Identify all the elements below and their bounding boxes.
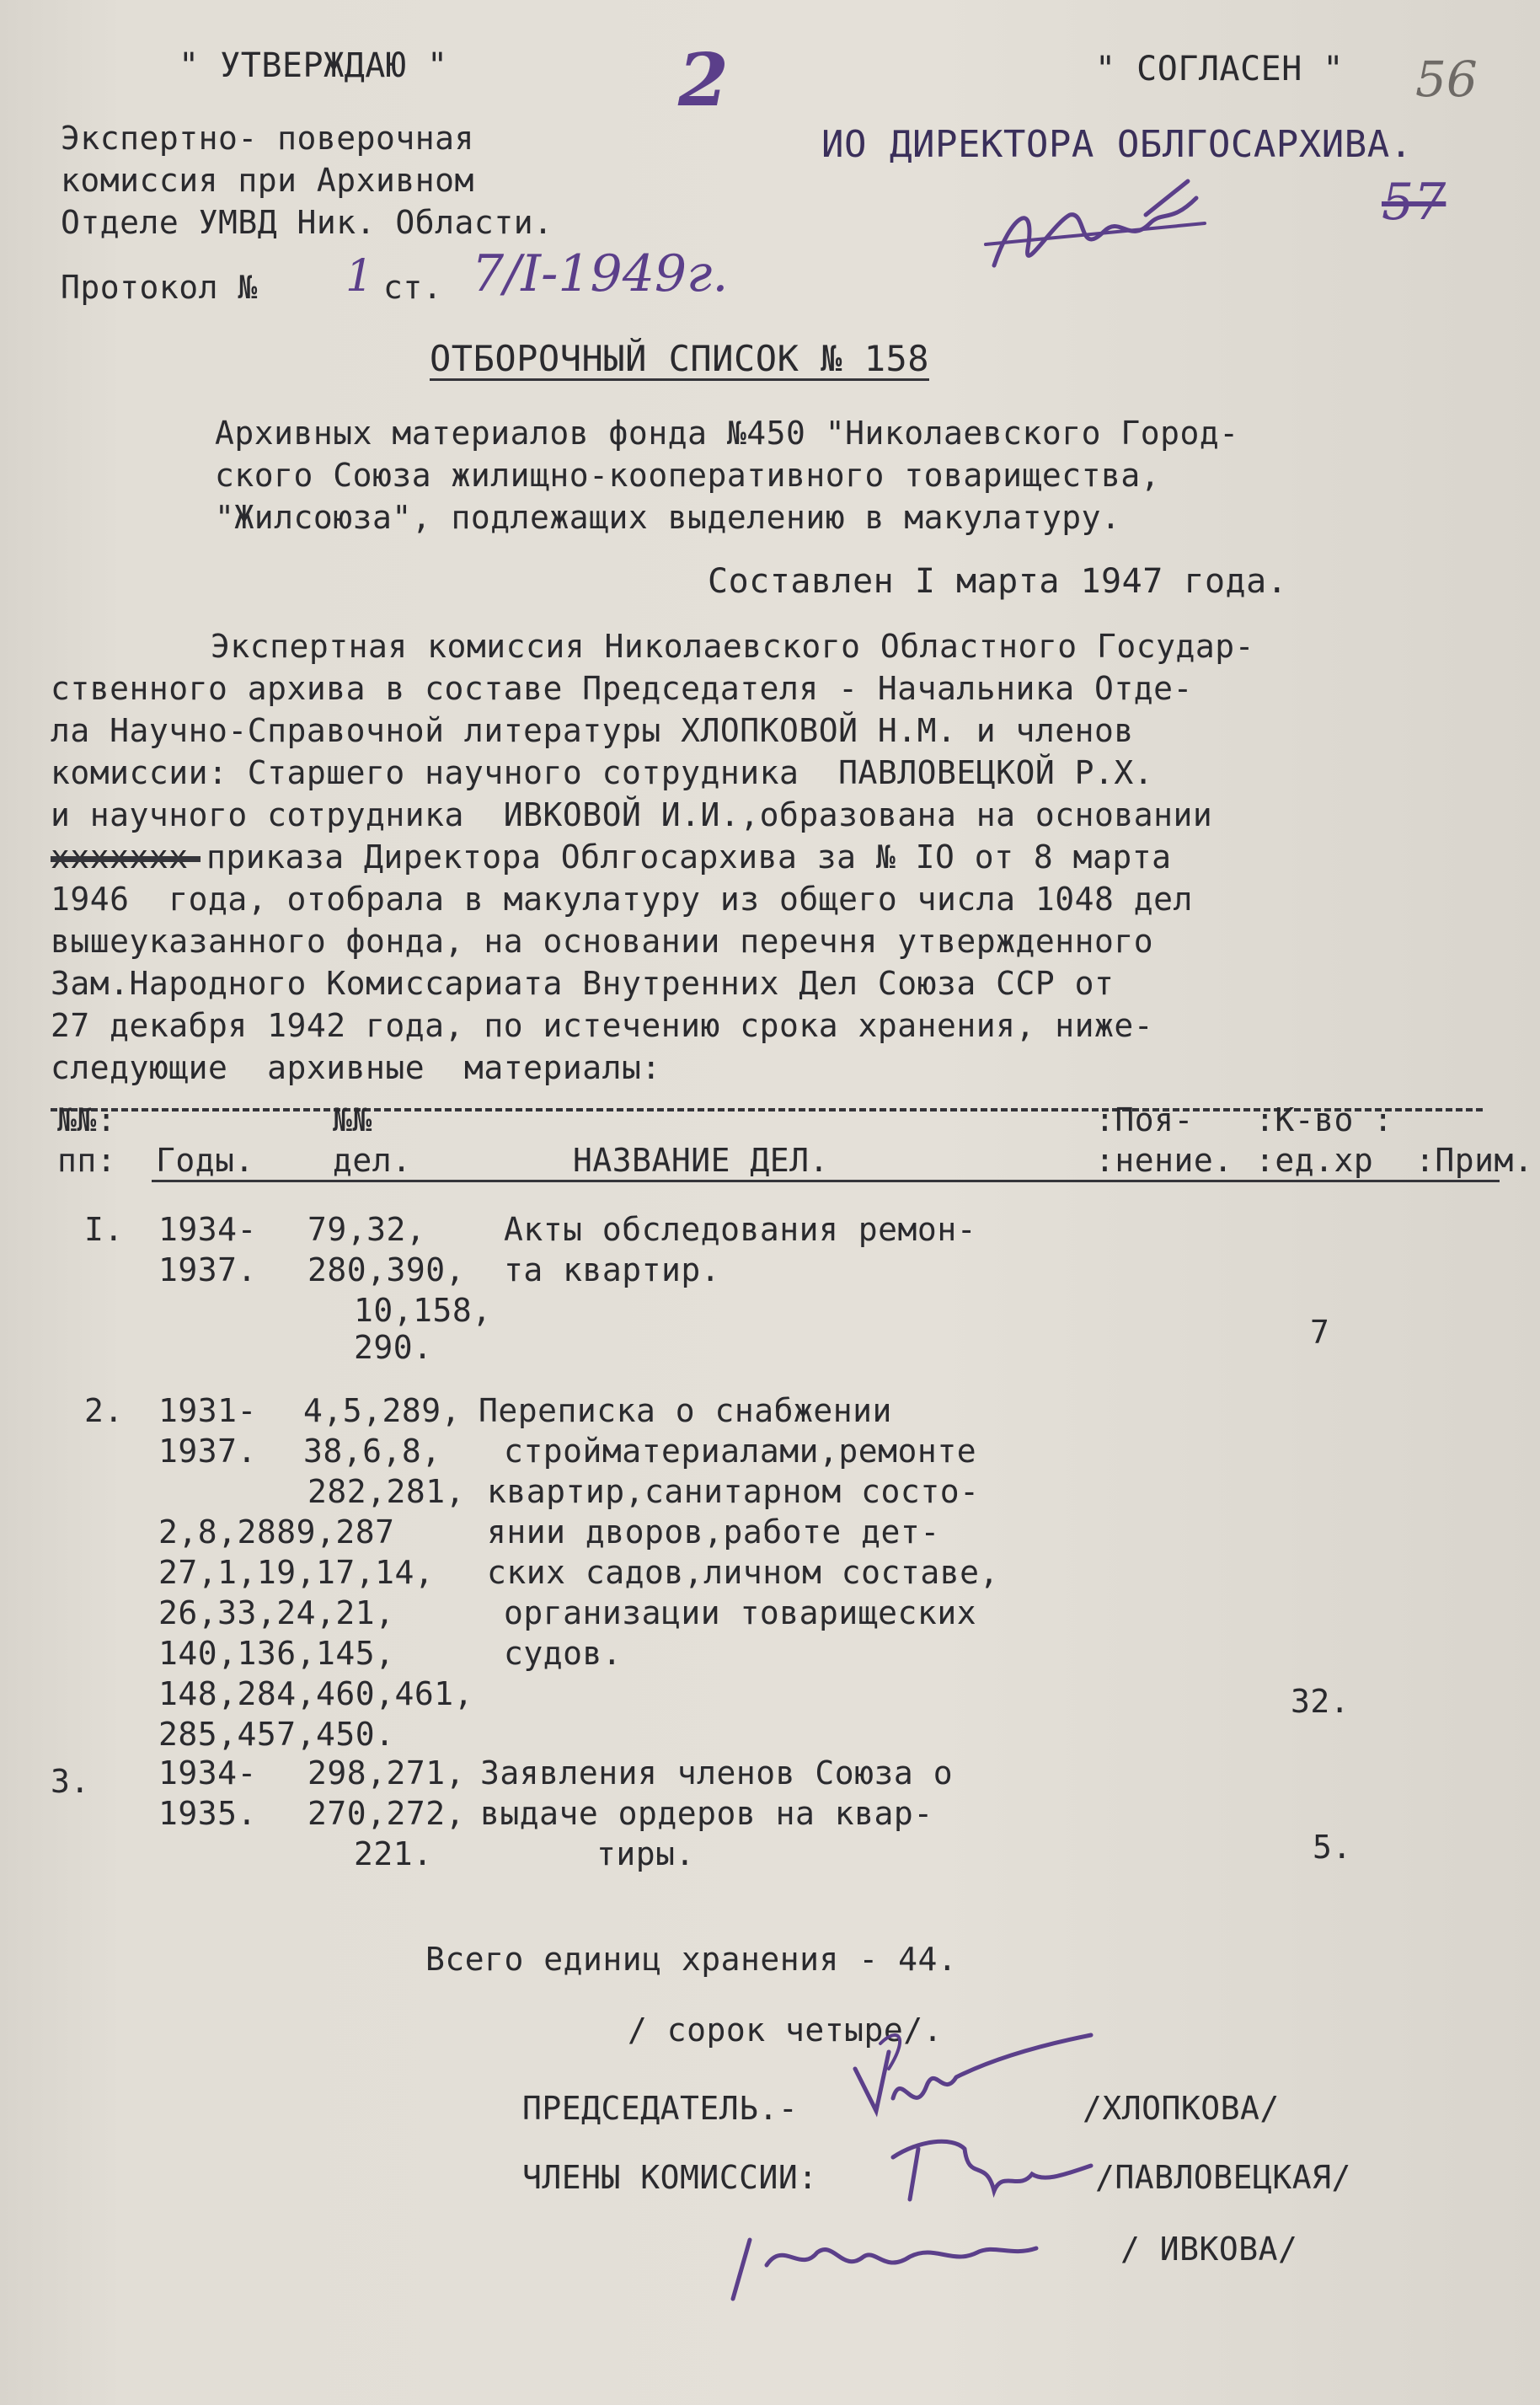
director-signature (977, 164, 1230, 291)
approved-stamp: " УТВЕРЖДАЮ " (179, 46, 448, 85)
row3-years-1: 1934- (158, 1754, 257, 1792)
header-qty-2: :ед.хр (1255, 1142, 1374, 1179)
row2-years-2: 1937. (158, 1433, 257, 1470)
row1-cases-1: 79,32, (307, 1211, 426, 1248)
subtitle-line-3: "Жилсоюза", подлежащих выделению в макулатуру. (215, 499, 1121, 536)
body-line-4: комиссии: Старшего научного сотрудника ПАВЛОВЕЦКОЙ Р.Х. (51, 754, 1154, 791)
protocol-printed: Протокол № (61, 269, 258, 306)
document-title: ОТБОРОЧНЫЙ СПИСОК № 158 (430, 338, 930, 379)
row3-name-1: Заявления членов Союза о (480, 1754, 954, 1792)
row2-cases-8: 148,284,460,461, (158, 1675, 474, 1712)
corner-number-second: 57 (1382, 173, 1446, 232)
commission-line-3: Отделе УМВД Ник. Области. (61, 204, 553, 241)
chair-signature (830, 2018, 1099, 2136)
row3-qty: 5. (1313, 1829, 1352, 1866)
body-line-1: Экспертная комиссия Николаевского Областного Государ- (211, 628, 1255, 665)
row3-name-3: тиры. (596, 1835, 695, 1872)
member1-name: /ПАВЛОВЕЦКАЯ/ (1095, 2159, 1351, 2196)
header-name: НАЗВАНИЕ ДЕЛ. (573, 1142, 829, 1179)
header-prim: :Прим. (1415, 1142, 1534, 1179)
struck-word: ххххххх (51, 838, 189, 876)
chair-name: /ХЛОПКОВА/ (1083, 2090, 1280, 2127)
row1-cases-3: 10,158, (354, 1292, 492, 1329)
row2-cases-4: 2,8,2889,287 (158, 1513, 395, 1551)
commission-line-2: комиссия при Архивном (61, 162, 474, 199)
row1-cases-4: 290. (354, 1329, 433, 1366)
header-no-2: пп: (57, 1142, 117, 1179)
member2-signature (716, 2206, 1095, 2307)
body-line-8: вышеуказанного фонда, на основании перечня утвержденного (51, 923, 1154, 960)
row1-years-2: 1937. (158, 1251, 257, 1288)
page-number-handwritten: 2 (678, 38, 729, 123)
header-cases-1: №№ (333, 1101, 372, 1138)
total-words: / сорок четыре/. (628, 2011, 944, 2049)
row1-name-1: Акты обследования ремон- (504, 1211, 977, 1248)
row3-years-2: 1935. (158, 1795, 257, 1832)
body-line-7: 1946 года, отобрала в макулатуру из общего числа 1048 дел (51, 881, 1193, 918)
body-line-3: ла Научно-Справочной литературы ХЛОПКОВОЙ Н.М. и членов (51, 712, 1134, 749)
row3-no: 3. (51, 1763, 90, 1800)
row1-years-1: 1934- (158, 1211, 257, 1248)
header-note-1: :Поя- (1095, 1101, 1194, 1138)
member1-signature (885, 2124, 1095, 2216)
header-cases-2: дел. (333, 1142, 412, 1179)
member2-name: / ИВКОВА/ (1120, 2231, 1298, 2268)
subtitle-line-1: Архивных материалов фонда №450 "Николаевского Город- (215, 415, 1239, 452)
corner-number-top: 56 (1415, 51, 1478, 108)
row1-qty: 7 (1310, 1314, 1330, 1351)
header-no-1: №№: (57, 1101, 117, 1138)
header-years: Годы. (156, 1142, 254, 1179)
row2-cases-5: 27,1,19,17,14, (158, 1554, 435, 1591)
body-line-5: и научного сотрудника ИВКОВОЙ И.И.,образована на основании (51, 796, 1213, 833)
members-label: ЧЛЕНЫ КОМИССИИ: (522, 2159, 818, 2196)
strike-through (51, 856, 201, 862)
chair-label: ПРЕДСЕДАТЕЛЬ.- (522, 2090, 799, 2127)
row2-cases-1: 4,5,289, (303, 1392, 462, 1429)
row2-cases-9: 285,457,450. (158, 1716, 395, 1753)
row3-cases-3: 221. (354, 1835, 433, 1872)
row2-qty: 32. (1291, 1683, 1350, 1720)
body-line-6: приказа Директора Облгосархива за № IO от 8 марта (206, 838, 1172, 876)
row3-name-2: выдаче ордеров на квар- (480, 1795, 933, 1832)
row2-name-7: судов. (504, 1635, 623, 1672)
row2-years-1: 1931- (158, 1392, 257, 1429)
header-underline (152, 1180, 1500, 1182)
body-line-9: Зам.Народного Комиссариата Внутренних Дел Союза ССР от (51, 965, 1115, 1002)
row2-name-6: организации товарищеских (504, 1594, 977, 1631)
total-units: Всего единиц хранения - 44. (425, 1941, 958, 1978)
row2-cases-6: 26,33,24,21, (158, 1594, 395, 1631)
row2-cases-7: 140,136,145, (158, 1635, 395, 1672)
compiled-date: Составлен I марта 1947 года. (708, 562, 1288, 601)
subtitle-line-2: ского Союза жилищно-кооперативного товарищества, (215, 457, 1161, 494)
director-title: ИО ДИРЕКТОРА ОБЛГОСАРХИВА. (821, 123, 1413, 166)
body-line-10: 27 декабря 1942 года, по истечению срока хранения, ниже- (51, 1007, 1154, 1044)
row1-name-2: та квартир. (504, 1251, 721, 1288)
header-note-2: :нение. (1095, 1142, 1233, 1179)
body-line-2: ственного архива в составе Председателя - Начальника Отде- (51, 670, 1193, 707)
row2-name-2: стройматериалами,ремонте (504, 1433, 977, 1470)
row2-name-3: квартир,санитарном состо- (487, 1473, 980, 1510)
row1-no: I. (84, 1211, 124, 1248)
protocol-number-handwritten: 1 (345, 251, 374, 302)
header-qty-1: :К-во : (1255, 1101, 1393, 1138)
row3-cases-2: 270,272, (307, 1795, 466, 1832)
agreed-stamp: " СОГЛАСЕН " (1095, 50, 1344, 88)
row2-name-4: янии дворов,работе дет- (487, 1513, 940, 1551)
row2-name-1: Переписка о снабжении (479, 1392, 892, 1429)
row2-cases-2: 38,6,8, (303, 1433, 441, 1470)
row3-cases-1: 298,271, (307, 1754, 466, 1792)
protocol-date-handwritten: 7/I-1949г. (472, 244, 729, 303)
protocol-printed-2: ст. (383, 269, 443, 306)
row2-cases-3: 282,281, (307, 1473, 466, 1510)
row1-cases-2: 280,390, (307, 1251, 466, 1288)
row2-name-5: ских садов,личном составе, (487, 1554, 999, 1591)
row2-no: 2. (84, 1392, 124, 1429)
commission-line-1: Экспертно- поверочная (61, 120, 474, 157)
body-line-11: следующие архивные материалы: (51, 1049, 661, 1086)
